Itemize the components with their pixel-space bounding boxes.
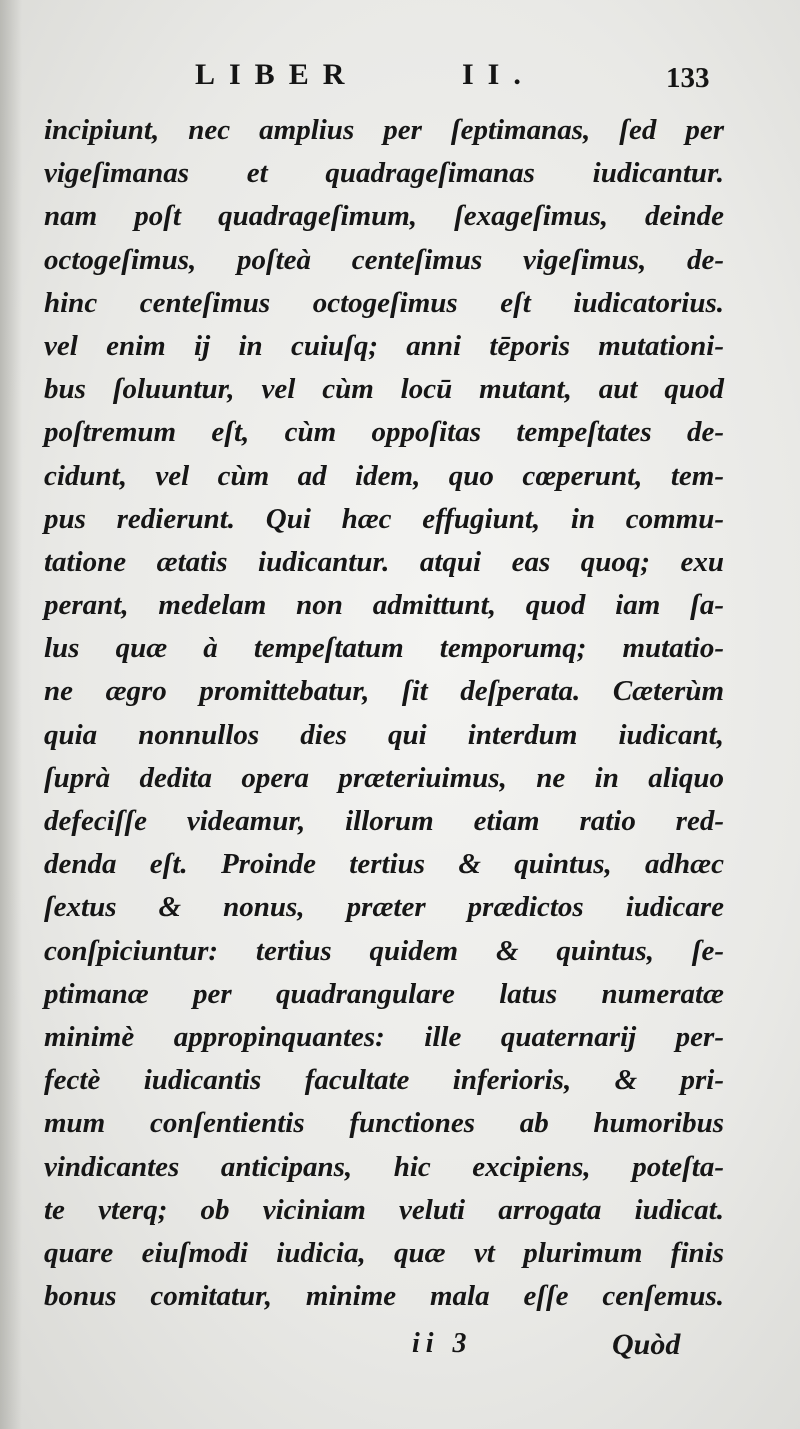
- body-text: [44, 109, 724, 1318]
- text-line: quare eiuſmodi iudicia, quæ vt plurimum finis: [44, 1236, 724, 1269]
- text-line: perant, medelam non admittunt, quod iam ſa-: [44, 589, 724, 622]
- running-head: [0, 58, 800, 98]
- text-line: poſtremum eſt, cùm oppoſitas tempeſtates de-: [44, 416, 724, 449]
- page-edge-shadow: [0, 0, 22, 1429]
- text-line: cidunt, vel cùm ad idem, quo cœperunt, tem-: [44, 459, 724, 492]
- text-line: conſpiciuntur: tertius quidem & quintus, ſe-: [44, 934, 724, 967]
- text-line: lus quæ à tempeſtatum temporumq; mutatio-: [44, 632, 724, 665]
- text-line: vigeſimanas et quadrageſimanas iudicantur.: [44, 157, 724, 190]
- text-line: pus redierunt. Qui hæc effugiunt, in commu-: [44, 502, 724, 535]
- text-line: ptimanæ per quadrangulare latus numeratæ: [44, 977, 724, 1010]
- text-line: bus ſoluuntur, vel cùm locū mutant, aut quod: [44, 373, 724, 406]
- text-line: incipiunt, nec amplius per ſeptimanas, ſed per: [44, 114, 724, 146]
- text-line: ſextus & nonus, præter prædictos iudicare: [44, 891, 724, 924]
- running-head-title: LIBER: [195, 58, 359, 91]
- text-line: te vterq; ob viciniam veluti arrogata iudicat.: [44, 1193, 724, 1226]
- text-line: mum conſentientis functiones ab humoribus: [44, 1107, 724, 1140]
- text-line: nam poſt quadrageſimum, ſexageſimus, deinde: [44, 200, 724, 233]
- page-footer: [0, 1328, 800, 1368]
- text-line: ſuprà dedita opera præteriuimus, ne in aliquo: [44, 761, 724, 794]
- page-number: 133: [666, 62, 710, 94]
- text-line: quia nonnullos dies qui interdum iudicant,: [44, 718, 724, 751]
- text-line: hinc centeſimus octogeſimus eſt iudicatorius.: [44, 286, 724, 319]
- running-head-book-number: II.: [462, 58, 535, 91]
- text-line: bonus comitatur, minime mala eſſe cenſemus.: [44, 1280, 724, 1313]
- text-line: denda eſt. Proinde tertius & quintus, adhæc: [44, 848, 724, 881]
- text-line: vel enim ij in cuiuſq; anni tēporis mutationi-: [44, 329, 724, 362]
- catchword: Quòd: [612, 1328, 681, 1361]
- text-line: fectè iudicantis facultate inferioris, & pri-: [44, 1064, 724, 1097]
- text-line: ne ægro promittebatur, ſit deſperata. Cæterùm: [44, 675, 724, 708]
- signature-mark: ii 3: [412, 1328, 473, 1359]
- text-line: defeciſſe videamur, illorum etiam ratio red-: [44, 805, 724, 837]
- text-line: tatione ætatis iudicantur. atqui eas quoq; exu: [44, 545, 724, 578]
- text-line: minimè appropinquantes: ille quaternarij per-: [44, 1020, 724, 1053]
- text-line: vindicantes anticipans, hic excipiens, poteſta-: [44, 1150, 724, 1183]
- text-line: octogeſimus, poſteà centeſimus vigeſimus, de-: [44, 243, 724, 276]
